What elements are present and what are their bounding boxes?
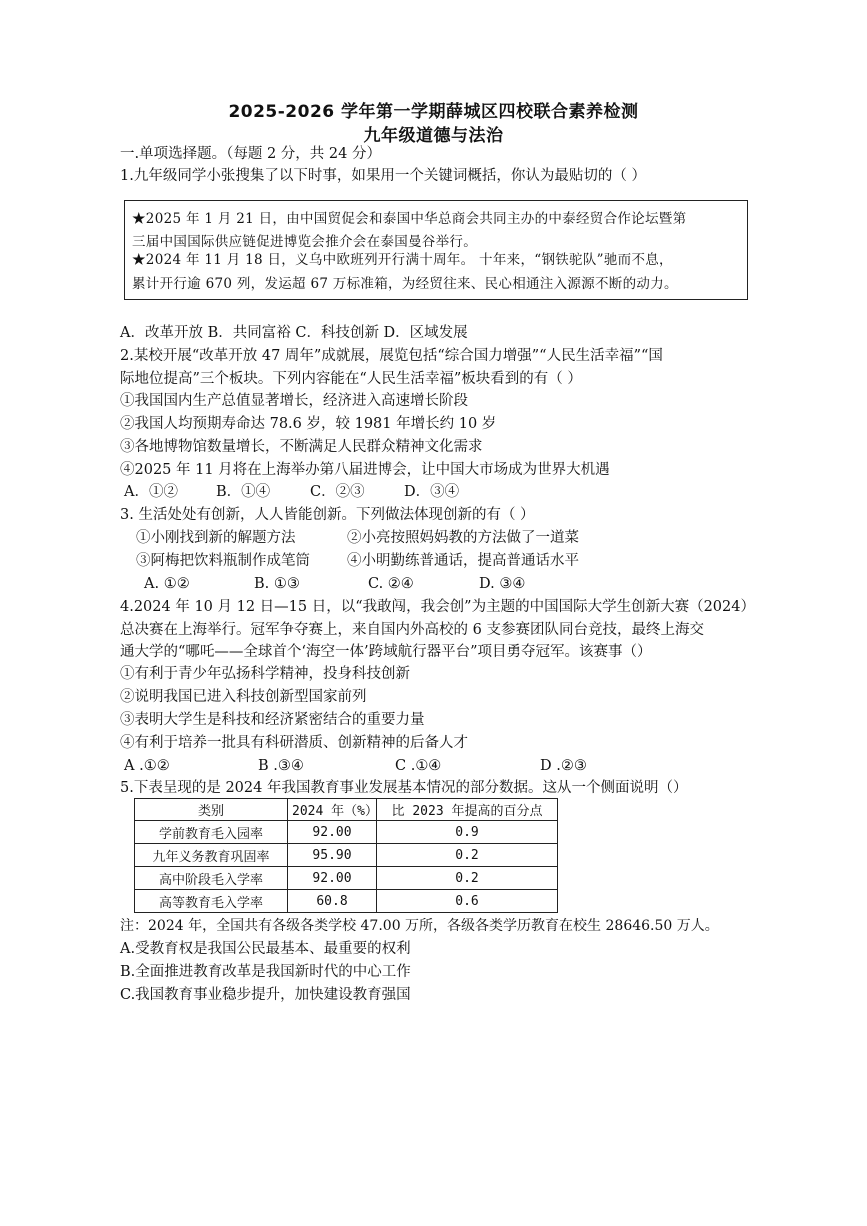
q4-stem: 总决赛在上海举行。冠军争夺赛上，来自国内外高校的 6 支参赛团队同台竞技，最终上海交 bbox=[120, 622, 704, 638]
q1-box-line: ★2024 年 11 月 18 日，义乌中欧班列开行满十周年。 十年来，“钢铁驼队”驰而不息， bbox=[132, 252, 673, 268]
q4-option-b: B .③④ bbox=[258, 758, 304, 774]
q1-news-box bbox=[124, 200, 748, 300]
table-header-cell: 类别 bbox=[135, 799, 288, 821]
q2-item: ③各地博物馆数量增长，不断满足人民群众精神文化需求 bbox=[120, 439, 483, 455]
table-cell: 0.9 bbox=[377, 821, 558, 844]
q4-item: ①有利于青少年弘扬科学精神，投身科技创新 bbox=[120, 666, 410, 682]
table-cell: 95.90 bbox=[288, 844, 377, 867]
table-cell: 学前教育毛入园率 bbox=[135, 821, 288, 844]
q1-box-line: ★2025 年 1 月 21 日，由中国贸促会和泰国中华总商会共同主办的中泰经贸合作论坛暨第 bbox=[132, 211, 687, 227]
q2-option-b: B．①④ bbox=[216, 484, 271, 500]
q4-stem: 通大学的“哪吒——全球首个‘海空一体’跨域航行器平台”项目勇夺冠军。该赛事（） bbox=[120, 644, 652, 660]
q3-option-b: B. ①③ bbox=[254, 576, 300, 592]
q2-option-c: C．②③ bbox=[310, 484, 365, 500]
table-cell: 92.00 bbox=[288, 821, 377, 844]
q4-stem: 4.2024 年 10 月 12 日—15 日，以“我敢闯，我会创”为主题的中国国际大学生创新大赛（2024） bbox=[120, 599, 755, 615]
table-cell: 高中阶段毛入学率 bbox=[135, 867, 288, 890]
q3-item: ①小刚找到新的解题方法 bbox=[136, 530, 296, 546]
q4-item: ③表明大学生是科技和经济紧密结合的重要力量 bbox=[120, 712, 425, 728]
education-data-table bbox=[134, 798, 558, 913]
q3-stem: 3. 生活处处有创新，人人皆能创新。下列做法体现创新的有（ ） bbox=[120, 507, 535, 523]
table-cell: 92.00 bbox=[288, 867, 377, 890]
q5-option-a: A.受教育权是我国公民最基本、最重要的权利 bbox=[120, 941, 411, 957]
q3-item: ③阿梅把饮料瓶制作成笔筒 bbox=[136, 553, 310, 569]
exam-title: 2025-2026 学年第一学期薛城区四校联合素养检测 bbox=[228, 102, 639, 122]
q5-note: 注：2024 年，全国共有各级各类学校 47.00 万所，各级各类学历教育在校生 28646.50 万人。 bbox=[120, 918, 719, 934]
section-heading: 一.单项选择题。（每题 2 分，共 24 分） bbox=[120, 146, 381, 162]
q2-item: ④2025 年 11 月将在上海举办第八届进博会，让中国大市场成为世界大机遇 bbox=[120, 462, 610, 478]
table-header-cell: 比 2023 年提高的百分点 bbox=[377, 799, 558, 821]
q3-option-c: C. ②④ bbox=[368, 576, 414, 592]
q3-option-a: A. ①② bbox=[144, 576, 190, 592]
table-cell: 60.8 bbox=[288, 890, 377, 913]
q3-option-d: D. ③④ bbox=[479, 576, 526, 592]
q1-stem: 1.九年级同学小张搜集了以下时事，如果用一个关键词概括，你认为最贴切的（ ） bbox=[120, 168, 646, 184]
q1-box-line: 三届中国国际供应链促进博览会推介会在泰国曼谷举行。 bbox=[132, 234, 477, 250]
q5-option-b: B.全面推进教育改革是我国新时代的中心工作 bbox=[120, 964, 411, 980]
q3-item: ④小明勤练普通话，提高普通话水平 bbox=[347, 553, 579, 569]
table-cell: 九年义务教育巩固率 bbox=[135, 844, 288, 867]
q4-option-a: A .①② bbox=[124, 758, 170, 774]
q2-stem: 2.某校开展“改革开放 47 周年”成就展，展览包括“综合国力增强”“人民生活幸福”“国 bbox=[120, 348, 663, 364]
table-cell: 高等教育毛入学率 bbox=[135, 890, 288, 913]
q2-item: ①我国国内生产总值显著增长，经济进入高速增长阶段 bbox=[120, 393, 468, 409]
table-row bbox=[135, 821, 558, 844]
table-row bbox=[135, 890, 558, 913]
q2-stem: 际地位提高”三个板块。下列内容能在“人民生活幸福”板块看到的有（ ） bbox=[120, 371, 582, 387]
q1-options: A．改革开放 B．共同富裕 C．科技创新 D．区域发展 bbox=[120, 325, 468, 341]
table-cell: 0.2 bbox=[377, 844, 558, 867]
table-header-row bbox=[135, 799, 558, 821]
q2-option-d: D．③④ bbox=[404, 484, 460, 500]
q5-stem: 5.下表呈现的是 2024 年我国教育事业发展基本情况的部分数据。这从一个侧面说明（） bbox=[120, 780, 688, 796]
table-header-cell: 2024 年（%） bbox=[288, 799, 377, 821]
exam-subtitle: 九年级道德与法治 bbox=[363, 126, 504, 146]
q2-item: ②我国人均预期寿命达 78.6 岁，较 1981 年增长约 10 岁 bbox=[120, 416, 497, 432]
q4-item: ②说明我国已进入科技创新型国家前列 bbox=[120, 689, 367, 705]
q2-option-a: A．①② bbox=[124, 484, 178, 500]
table-cell: 0.6 bbox=[377, 890, 558, 913]
q1-box-line: 累计开行逾 670 列，发运超 67 万标准箱，为经贸往来、民心相通注入源源不断的动力。 bbox=[132, 276, 678, 292]
q3-item: ②小亮按照妈妈教的方法做了一道菜 bbox=[347, 530, 579, 546]
table-cell: 0.2 bbox=[377, 867, 558, 890]
q4-option-c: C .①④ bbox=[395, 758, 442, 774]
q4-option-d: D .②③ bbox=[540, 758, 587, 774]
q5-option-c: C.我国教育事业稳步提升，加快建设教育强国 bbox=[120, 987, 411, 1003]
q4-item: ④有利于培养一批具有科研潜质、创新精神的后备人才 bbox=[120, 735, 468, 751]
table-row bbox=[135, 844, 558, 867]
table-row bbox=[135, 867, 558, 890]
